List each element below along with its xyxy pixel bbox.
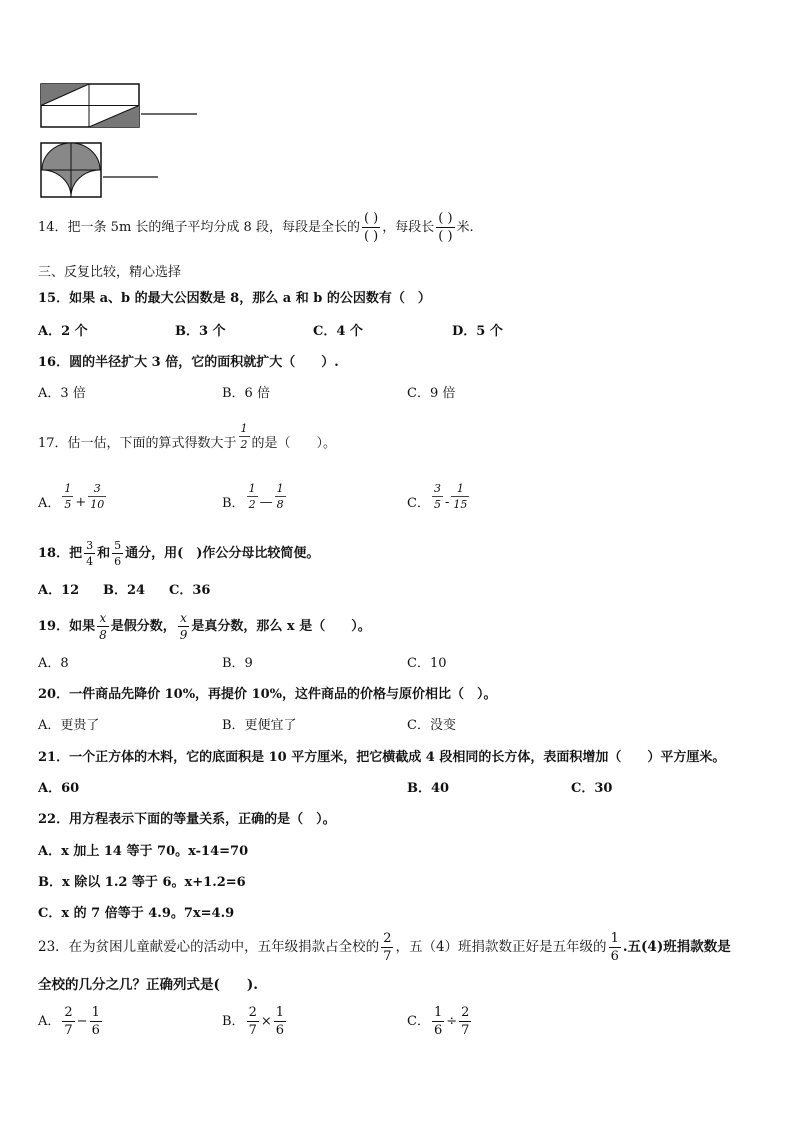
question-20-stem: 20．一件商品先降价 10%，再提价 10%，这件商品的价格与原价相比（ ）。 — [38, 687, 497, 702]
section-3-title: 三、反复比较，精心选择 — [38, 265, 182, 280]
q19-option-c[interactable]: C．10 — [407, 656, 447, 671]
q18-fraction-5-6: $\frac{5}{6}$ — [114, 539, 122, 568]
q17-stem-text-a: 17．估一估，下面的算式得数大于 — [38, 436, 237, 451]
q17-option-c[interactable]: C． $\frac{3}{5}$ - $\frac{1}{15}$ — [407, 482, 468, 511]
q23-fraction-2-7: $\frac{2}{7}$ — [383, 931, 392, 964]
question-23-stem-line1: 23．在为贫困儿童献爱心的活动中，五年级捐款占全校的 $\frac{2}{7}$ ，五（4）班捐款数正好是五年级的 $\frac{1}{6}$ .五(4)班捐款数是 — [38, 931, 731, 964]
q17-stem-text-b: 的是（ ）。 — [251, 436, 337, 451]
question-22-stem: 22．用方程表示下面的等量关系，正确的是（ ）。 — [38, 812, 336, 827]
q19-fraction-x-8: $\frac{x}{8}$ — [99, 611, 107, 642]
q22-option-c[interactable]: C．x 的 7 倍等于 4.9。7x=4.9 — [38, 906, 235, 921]
rectangle-figure — [40, 83, 200, 131]
question-23-stem-line2: 全校的几分之几？正确列式是( ). — [38, 977, 258, 993]
q21-option-a[interactable]: A．60 — [38, 781, 80, 796]
q14-blank-fraction-2[interactable]: $\frac{( )}{( )}$ — [438, 211, 453, 244]
q19-option-b[interactable]: B．9 — [222, 656, 253, 671]
q19-fraction-x-9: $\frac{x}{9}$ — [179, 611, 188, 642]
question-16-stem: 16．圆的半径扩大 3 倍，它的面积就扩大（ ）. — [38, 355, 339, 370]
q15-option-a[interactable]: A．2 个 — [38, 324, 88, 339]
q18-option-b[interactable]: B．24 — [103, 583, 146, 598]
q23-fraction-1-6: $\frac{1}{6}$ — [610, 931, 619, 964]
question-17-stem — [38, 423, 336, 450]
q23-option-a[interactable]: A． $\frac{2}{7}$ − $\frac{1}{6}$ — [38, 1005, 100, 1038]
q17-option-b[interactable]: B． $\frac{1}{2}$ — $\frac{1}{8}$ — [222, 482, 284, 511]
question-14 — [38, 212, 474, 243]
q20-option-c[interactable]: C．没变 — [407, 718, 456, 733]
q14-text-a: 14．把一条 5m 长的绳子平均分成 8 段，每段是全长的 — [38, 220, 360, 235]
q17-fraction-one-half: $\frac{1}{2}$ — [240, 422, 248, 451]
q14-text-b: ，每段长 — [382, 220, 435, 235]
question-15-stem: 15．如果 a、b 的最大公因数是 8，那么 a 和 b 的公因数有（ ） — [38, 291, 431, 306]
q15-option-d[interactable]: D．5 个 — [452, 324, 503, 339]
q14-text-c: 米. — [456, 220, 474, 235]
q22-option-a[interactable]: A．x 加上 14 等于 70。x-14=70 — [38, 844, 249, 859]
q15-option-b[interactable]: B．3 个 — [175, 324, 226, 339]
q16-option-b[interactable]: B．6 倍 — [222, 386, 270, 401]
q23-option-b[interactable]: B． $\frac{2}{7}$ × $\frac{1}{6}$ — [222, 1005, 285, 1038]
q14-blank-fraction-1[interactable]: $\frac{( )}{( )}$ — [363, 211, 379, 244]
q16-option-a[interactable]: A．3 倍 — [38, 386, 86, 401]
question-21-stem: 21．一个正方体的木料，它的底面积是 10 平方厘米，把它横截成 4 段相同的长方体，表面积增加（ ）平方厘米。 — [38, 750, 726, 765]
question-19-stem: 19．如果 $\frac{x}{8}$ 是假分数， $\frac{x}{9}$ 是真分数，那么 x 是（ ）。 — [38, 611, 371, 642]
q18-option-c[interactable]: C．36 — [169, 583, 211, 598]
q18-option-a[interactable]: A．12 — [38, 583, 80, 598]
q16-option-c[interactable]: C．9 倍 — [407, 386, 456, 401]
q21-option-c[interactable]: C．30 — [571, 781, 613, 796]
square-circle-figure — [40, 142, 162, 198]
q23-option-c[interactable]: C． $\frac{1}{6}$ ÷ $\frac{2}{7}$ — [407, 1005, 470, 1038]
question-18-stem: 18．把 $\frac{3}{4}$ 和 $\frac{5}{6}$ 通分，用( )作公分母比较简便。 — [38, 539, 320, 568]
q18-fraction-3-4: $\frac{3}{4}$ — [86, 539, 94, 568]
q20-option-a[interactable]: A．更贵了 — [38, 718, 100, 733]
q21-option-b[interactable]: B．40 — [407, 781, 450, 796]
q17-option-a[interactable]: A． $\frac{1}{5}$ + $\frac{3}{10}$ — [38, 482, 105, 511]
q22-option-b[interactable]: B．x 除以 1.2 等于 6。x+1.2=6 — [38, 875, 246, 890]
q15-option-c[interactable]: C．4 个 — [313, 324, 363, 339]
q20-option-b[interactable]: B．更便宜了 — [222, 718, 297, 733]
q19-option-a[interactable]: A．8 — [38, 656, 69, 671]
